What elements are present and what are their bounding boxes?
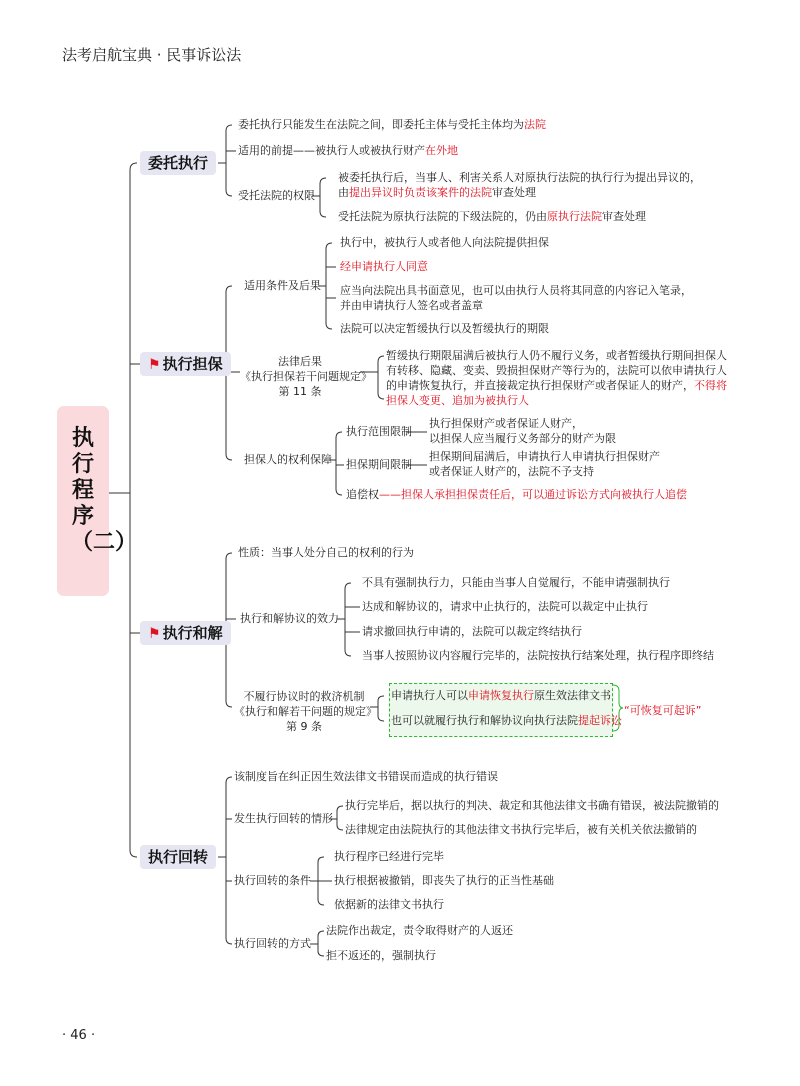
node-a3-2: 受托法院为原执行法院的下级法院的，仍由原执行法院审查处理 <box>338 210 646 223</box>
node-b3-2-line1: 担保期间届满后，申请执行人申请执行担保财产 <box>429 450 660 463</box>
node-c3-line3: 第 9 条 <box>286 720 322 733</box>
node-d3-3: 依据新的法律文书执行 <box>334 898 444 911</box>
node-c2-4: 当事人按照协议内容履行完毕的，法院按执行结案处理，执行程序即终结 <box>362 649 714 662</box>
node-d2-1: 执行完毕后，据以执行的判决、裁定和其他法律文书确有错误，被法院撤销的 <box>345 799 719 812</box>
node-b2-line3: 第 11 条 <box>278 385 322 398</box>
node-b1-4: 法院可以决定暂缓执行以及暂缓执行的期限 <box>340 322 549 335</box>
node-d4-1: 法院作出裁定，责令取得财产的人返还 <box>326 924 513 937</box>
node-c2-2: 达成和解协议的，请求中止执行的，法院可以裁定中止执行 <box>362 600 648 613</box>
node-c1: 性质：当事人处分自己的权利的行为 <box>238 546 414 559</box>
section-title: 执行担保 <box>162 355 223 373</box>
node-a3-1-line1: 被委托执行后，当事人、利害关系人对原执行法院的执行行为提出异议的， <box>338 171 701 184</box>
node-c2: 执行和解协议的效力 <box>240 612 339 625</box>
node-c2-3: 请求撤回执行申请的，法院可以裁定终结执行 <box>362 625 582 638</box>
section-execution-reversal <box>140 845 216 869</box>
root-node <box>57 406 138 596</box>
page-number: · 46 · <box>62 1028 96 1043</box>
node-d4: 执行回转的方式 <box>234 937 311 950</box>
section-title: 委托执行 <box>148 154 209 172</box>
node-d3-2: 执行根据被撤销，即丧失了执行的正当性基础 <box>334 874 554 887</box>
node-b3: 担保人的权利保障 <box>244 453 332 466</box>
node-b3-1: 执行范围限制 <box>346 425 412 438</box>
node-a3: 受托法院的权限 <box>238 189 315 202</box>
node-b1-3-line2: 并由申请执行人签名或者盖章 <box>340 299 483 312</box>
section-delegated-execution <box>140 151 216 175</box>
node-d2-2: 法律规定由法院执行的其他法律文书执行完毕后，被有关机关依法撤销的 <box>345 823 697 836</box>
remedy-summary-note: “可恢复可起诉” <box>624 704 702 717</box>
node-d3-1: 执行程序已经进行完毕 <box>334 850 444 863</box>
node-b1-2: 经申请执行人同意 <box>340 260 428 273</box>
node-b2-text-line2: 有转移、隐藏、变卖、毁损担保财产等行为的，法院可以依申请执行人 <box>386 364 727 377</box>
node-c3-2: 也可以就履行执行和解协议向执行法院提起诉讼 <box>391 714 622 727</box>
node-b1-3-line1: 应当向法院出具书面意见，也可以由执行人员将其同意的内容记入笔录， <box>340 284 692 297</box>
node-b1-1: 执行中，被执行人或者他人向法院提供担保 <box>340 236 549 249</box>
root-title: 执行程序（二） <box>71 426 138 555</box>
node-d4-2: 拒不返还的，强制执行 <box>326 949 436 962</box>
header-title: 法考启航宝典 · 民事诉讼法 <box>62 46 242 64</box>
node-c3-line1: 不履行协议时的救济机制 <box>243 690 365 703</box>
node-b3-2: 担保期间限制 <box>346 458 412 471</box>
section-execution-guarantee <box>140 352 231 376</box>
node-b2-line2: 《执行担保若干问题规定》 <box>240 370 372 383</box>
flag-icon: ⚑ <box>148 357 161 373</box>
node-b2-text-line4: 担保人变更、追加为被执行人 <box>386 394 529 407</box>
node-a3-1-line2: 由提出异议时负责该案件的法院审查处理 <box>338 186 536 199</box>
section-execution-settlement <box>140 621 231 645</box>
node-b3-1-line1: 执行担保财产或者保证人财产， <box>429 417 583 430</box>
node-b3-2-line2: 或者保证人财产的，法院不予支持 <box>429 465 594 478</box>
node-c3-line2: 《执行和解若干问题的规定》 <box>234 705 377 718</box>
node-c3-1: 申请执行人可以申请恢复执行原生效法律文书 <box>391 689 611 702</box>
node-d1: 该制度旨在纠正因生效法律文书错误而造成的执行错误 <box>234 770 498 783</box>
section-title: 执行和解 <box>162 624 223 642</box>
node-b3-1-line2: 以担保人应当履行义务部分的财产为限 <box>429 432 616 445</box>
node-d3: 执行回转的条件 <box>234 874 311 887</box>
node-c2-1: 不具有强制执行力，只能由当事人自觉履行，不能申请强制执行 <box>362 576 670 589</box>
node-b2-line1: 法律后果 <box>278 355 322 368</box>
node-b2-text-line3: 的申请恢复执行，并直接裁定执行担保财产或者保证人的财产，不得将 <box>386 379 727 392</box>
flag-icon: ⚑ <box>148 626 161 642</box>
node-b3-3: 追偿权——担保人承担担保责任后，可以通过诉讼方式向被执行人追偿 <box>346 488 687 501</box>
node-a1: 委托执行只能发生在法院之间，即委托主体与受托主体均为法院 <box>238 118 546 131</box>
node-a2: 适用的前提——被执行人或被执行财产在外地 <box>238 144 458 157</box>
section-title: 执行回转 <box>148 848 209 866</box>
node-b1: 适用条件及后果 <box>244 279 321 292</box>
node-d2: 发生执行回转的情形 <box>234 812 333 825</box>
node-b2-text-line1: 暂缓执行期限届满后被执行人仍不履行义务，或者暂缓执行期间担保人 <box>386 349 727 362</box>
